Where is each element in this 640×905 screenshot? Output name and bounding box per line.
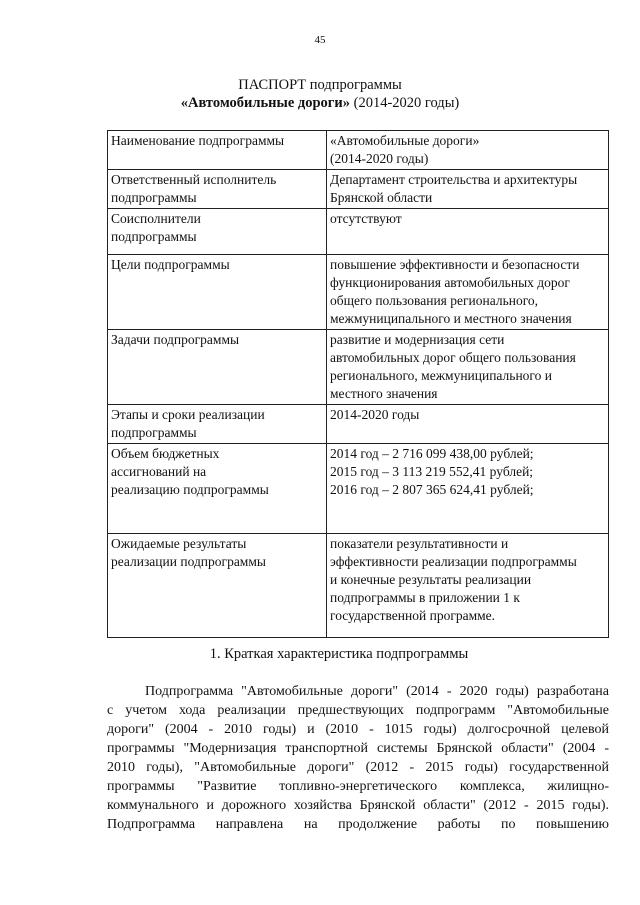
passport-value-line: повышение эффективности и безопасности — [330, 257, 580, 272]
passport-value-line: местного значения — [330, 386, 438, 401]
page-number: 45 — [314, 34, 326, 46]
passport-table — [107, 130, 609, 638]
passport-value-line: и конечные результаты реализации — [330, 572, 532, 587]
passport-value-line: Департамент строительства и архитектуры — [330, 172, 578, 187]
title-years: (2014-2020 годы) — [349, 95, 460, 111]
passport-label-line: подпрограммы — [111, 425, 197, 440]
passport-row — [108, 131, 609, 170]
passport-row — [108, 209, 609, 255]
paragraph-line: Подпрограмма "Автомобильные дороги" (2014 - 2020 годы) разработана — [145, 684, 609, 699]
paragraph-line: Подпрограмма направлена на продолжение работы по повышению — [107, 817, 609, 832]
passport-row — [108, 534, 609, 638]
passport-value-line: автомобильных дорог общего пользования — [330, 350, 576, 365]
passport-row — [108, 170, 609, 209]
passport-row — [108, 405, 609, 444]
passport-value-line: «Автомобильные дороги» — [330, 133, 480, 148]
passport-row — [108, 444, 609, 534]
passport-label-line: Этапы и сроки реализации — [111, 407, 265, 422]
passport-row-label — [108, 170, 327, 209]
passport-value-line: 2014-2020 годы — [330, 407, 420, 422]
passport-row-label — [108, 330, 327, 405]
passport-row-label — [108, 405, 327, 444]
title-line-2 — [0, 94, 640, 112]
title-line-1: ПАСПОРТ подпрограммы — [238, 77, 402, 93]
passport-value-line: подпрограммы в приложении 1 к — [330, 590, 520, 605]
passport-row-label — [108, 255, 327, 330]
passport-label-line: реализации подпрограммы — [111, 554, 266, 569]
passport-label-line: реализацию подпрограммы — [111, 482, 269, 497]
passport-value-line: 2015 год – 3 113 219 552,41 рублей; — [330, 464, 534, 479]
passport-row-value — [327, 444, 609, 534]
passport-row-value — [327, 255, 609, 330]
document-title — [0, 76, 640, 112]
passport-value-line: 2016 год – 2 807 365 624,41 рублей; — [330, 482, 534, 497]
passport-label-line: Объем бюджетных — [111, 446, 220, 461]
passport-value-line: развитие и модернизация сети — [330, 332, 505, 347]
passport-label-line: Ответственный исполнитель — [111, 172, 277, 187]
passport-label-line: Соисполнители — [111, 211, 201, 226]
passport-label-line: Задачи подпрограммы — [111, 332, 240, 347]
passport-row-value — [327, 330, 609, 405]
passport-table-body — [108, 131, 609, 638]
passport-label-line: ассигнований на — [111, 464, 207, 479]
paragraph-line: программы "Модернизация транспортной системы Брянской области" (2004 - — [107, 741, 609, 756]
passport-row-value — [327, 534, 609, 638]
passport-label-line: Ожидаемые результаты — [111, 536, 247, 551]
passport-label-line: подпрограммы — [111, 190, 197, 205]
passport-row-value — [327, 131, 609, 170]
passport-row-label — [108, 209, 327, 255]
passport-row-value — [327, 209, 609, 255]
passport-row — [108, 330, 609, 405]
passport-label-line: Цели подпрограммы — [111, 257, 230, 272]
passport-value-line: общего пользования регионального, — [330, 293, 539, 308]
passport-value-line: показатели результативности и — [330, 536, 509, 551]
passport-row-label — [108, 444, 327, 534]
paragraph-line: коммунального и дорожного хозяйства Брянской области" (2012 - 2015 годы). — [107, 798, 609, 813]
paragraph-line: дороги" (2004 - 2010 годы) и (2010 - 1015 годы) долгосрочной целевой — [107, 722, 609, 737]
passport-value-line: регионального, межмуниципального и — [330, 368, 552, 383]
passport-row — [108, 255, 609, 330]
title-subprogram-name: «Автомобильные дороги» — [180, 95, 350, 111]
passport-row-label — [108, 131, 327, 170]
paragraph-line: с учетом хода реализации предшествующих подпрограмм "Автомобильные — [107, 703, 609, 718]
section-heading: 1. Краткая характеристика подпрограммы — [209, 646, 469, 662]
passport-value-line: межмуниципального и местного значения — [330, 311, 572, 326]
passport-value-line: Брянской области — [330, 190, 433, 205]
passport-value-line: функционирования автомобильных дорог — [330, 275, 570, 290]
passport-value-line: 2014 год – 2 716 099 438,00 рублей; — [330, 446, 534, 461]
passport-label-line: подпрограммы — [111, 229, 197, 244]
passport-row-label — [108, 534, 327, 638]
passport-label-line: Наименование подпрограммы — [111, 133, 285, 148]
passport-value-line: отсутствуют — [330, 211, 402, 226]
passport-row-value — [327, 405, 609, 444]
paragraph-line: 2010 годы), "Автомобильные дороги" (2012 - 2015 годы) государственной — [107, 760, 609, 775]
paragraph-line: программы "Развитие топливно-энергетического комплекса, жилищно- — [107, 779, 609, 794]
body-paragraph — [107, 682, 609, 834]
passport-value-line: государственной программе. — [330, 608, 496, 623]
passport-row-value — [327, 170, 609, 209]
passport-value-line: (2014-2020 годы) — [330, 151, 429, 166]
passport-value-line: эффективности реализации подпрограммы — [330, 554, 577, 569]
